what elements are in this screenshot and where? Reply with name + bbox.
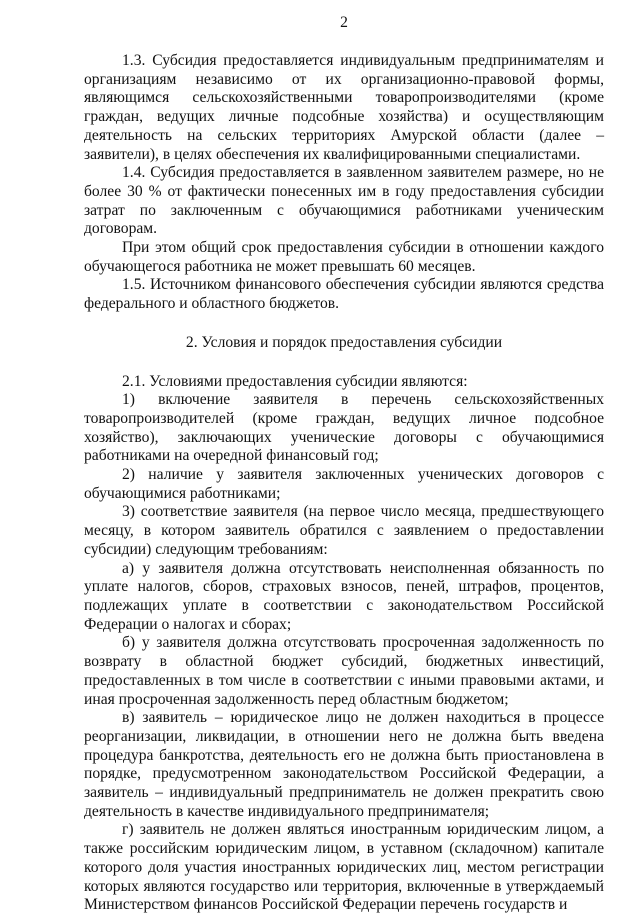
paragraph-1-4: 1.4. Субсидия предоставляется в заявленном заявителем размере, но не более 30 % от фактически понесенных им в году предоставления субсидии затрат по заключенным с обучающимися работниками ученическим договорам. bbox=[84, 164, 604, 238]
condition-item-3: 3) соответствие заявителя (на первое число месяца, предшествующего месяцу, в котором заявитель обратился с заявлением о предоставлении субсидии) следующим требованиям: bbox=[84, 503, 604, 558]
section-heading: 2. Условия и порядок предоставления субсидии bbox=[185, 333, 503, 351]
page-number: 2 bbox=[340, 14, 348, 31]
condition-item-2: 2) наличие у заявителя заключенных ученических договоров с обучающимися работниками; bbox=[84, 466, 604, 502]
requirement-b: б) у заявителя должна отсутствовать просроченная задолженность по возврату в областной бюджет субсидий, бюджетных инвестиций, предоставленных в том числе в соответствии с иными правовыми актами, и иная просроченная задолженность перед областным бюджетом; bbox=[84, 634, 604, 708]
requirement-g: г) заявитель не должен являться иностранным юридическим лицом, а также российским юридическим лицом, в уставном (складочном) капитале которого доля участия иностранных юридических лиц, местом регистрации которых являются государство или территория, включенные в утверждаемый Министерством финансов Российской Федерации перечень государств и bbox=[84, 821, 604, 914]
condition-item-1: 1) включение заявителя в перечень сельскохозяйственных товаропроизводителей (кроме граждан, ведущих личное подсобное хозяйство), заключающих ученические договоры с обучающимися работниками на очередной финансовый год; bbox=[84, 391, 604, 465]
paragraph-1-3: 1.3. Субсидия предоставляется индивидуальным предпринимателям и организациям независимо от их организационно-правовой формы, являющимся сельскохозяйственными товаропроизводителями (кроме граждан, ведущих личные подсобные хозяйства) и осуществляющим деятельность на сельских территориях Амурской области (далее – заявители), в целях обеспечения их квалифицированными специалистами. bbox=[84, 52, 604, 163]
requirement-v: в) заявитель – юридическое лицо не должен находиться в процессе реорганизации, ликвидации, в отношении него не должна быть введена процедура банкротства, деятельность его не должна быть приостановлена в порядке, предусмотренном законодательством Российской Федерации, а заявитель – индивидуальный предприниматель не должен прекратить свою деятельность в качестве индивидуального предпринимателя; bbox=[84, 709, 604, 820]
paragraph-term-limit: При этом общий срок предоставления субсидии в отношении каждого обучающегося работника не может превышать 60 месяцев. bbox=[84, 239, 604, 275]
paragraph-1-5: 1.5. Источником финансового обеспечения субсидии являются средства федерального и областного бюджетов. bbox=[84, 276, 604, 313]
paragraph-2-1: 2.1. Условиями предоставления субсидии являются: bbox=[122, 372, 468, 390]
document-page bbox=[84, 14, 604, 915]
requirement-a: а) у заявителя должна отсутствовать неисполненная обязанность по уплате налогов, сборов, страховых взносов, пеней, штрафов, процентов, подлежащих уплате в соответствии с законодательством Российской Федерации о налогах и сборах; bbox=[84, 559, 604, 633]
